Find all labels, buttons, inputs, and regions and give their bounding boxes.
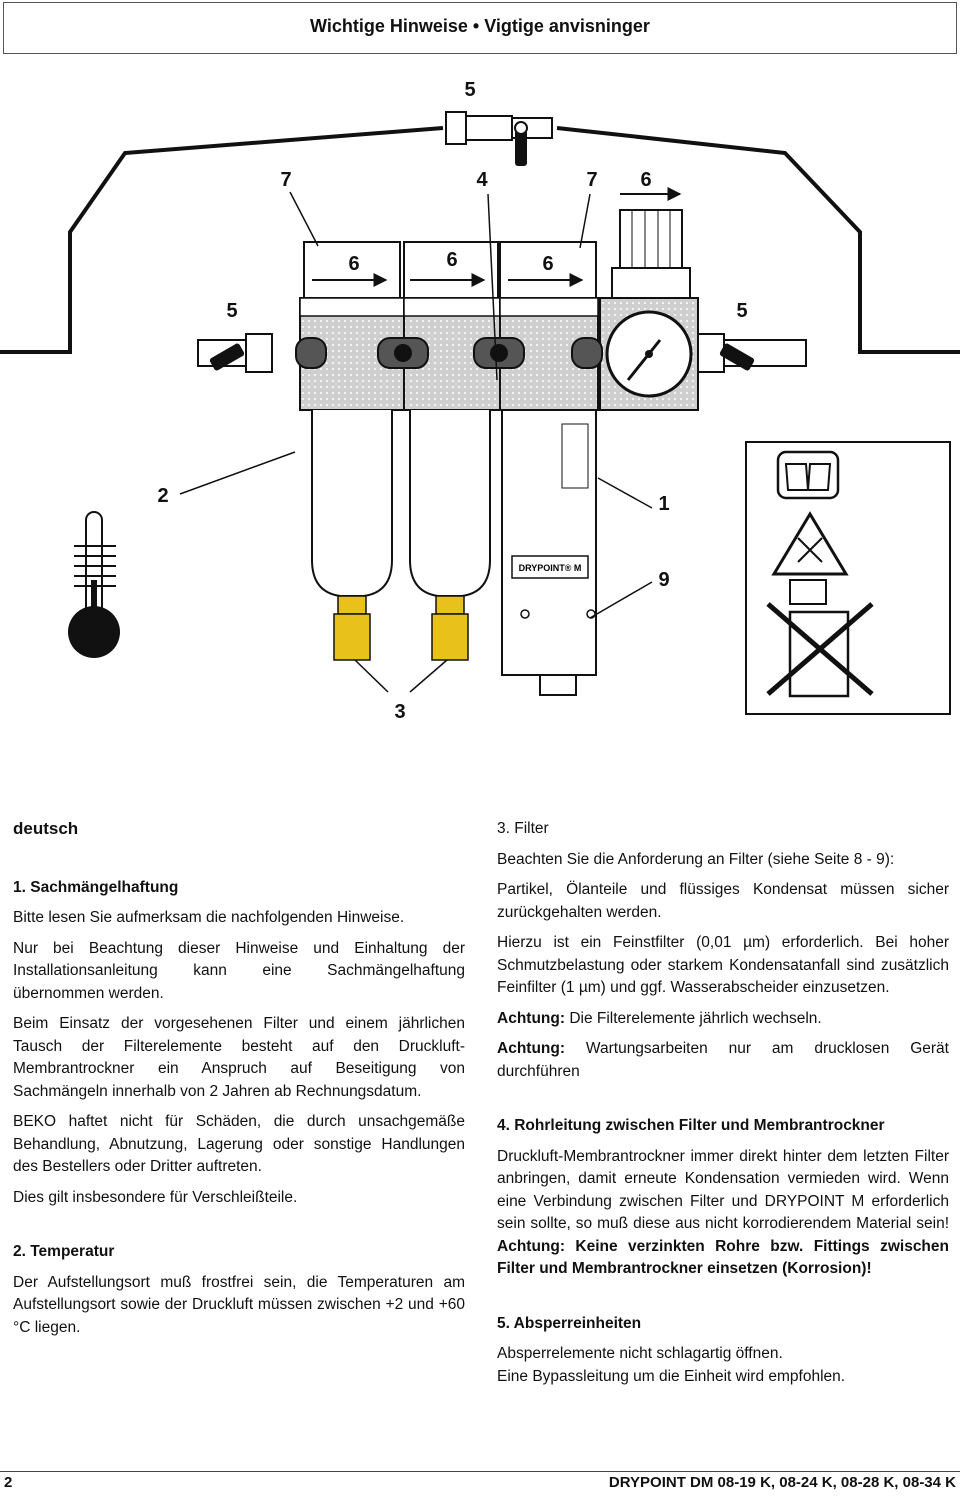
right-column bbox=[497, 818, 949, 1388]
callout-7-right: 7 bbox=[586, 169, 598, 191]
section-4-warning: Achtung: Keine verzinkten Rohre bzw. Fittings zwischen Filter und Membrantrockner einsetzen (Korrosion)! bbox=[497, 1237, 949, 1277]
callout-6-b: 6 bbox=[446, 249, 458, 271]
section-1-p4: BEKO haftet nicht für Schäden, die durch unsachgemäße Behandlung, Abnutzung, Lagerung oder sonstige Handlungen des Bestellers oder Dritter auftreten. bbox=[13, 1113, 465, 1175]
section-3-subheading: Beachten Sie die Anforderung an Filter (siehe Seite 8 - 9): bbox=[497, 850, 895, 868]
section-4-p1 bbox=[497, 1146, 949, 1281]
note-2-text: Wartungsarbeiten nur am drucklosen Gerät durchführen bbox=[497, 1040, 949, 1080]
footer-product-name: DRYPOINT DM 08-19 K, 08-24 K, 08-28 K, 08-34 K bbox=[608, 1474, 956, 1491]
callout-7-left: 7 bbox=[280, 169, 292, 191]
callout-6-top: 6 bbox=[640, 169, 652, 191]
installation-diagram bbox=[0, 60, 960, 800]
note-1-label: Achtung: bbox=[497, 1009, 566, 1027]
callout-1: 1 bbox=[658, 493, 670, 515]
filter-unit-2 bbox=[404, 242, 500, 660]
section-3-note-1 bbox=[497, 1008, 949, 1031]
note-2-label: Achtung: bbox=[497, 1040, 566, 1057]
section-1-heading: 1. Sachmängelhaftung bbox=[13, 878, 179, 896]
warning-panel bbox=[746, 442, 950, 714]
section-3-p2: Hierzu ist ein Feinstfilter (0,01 µm) erforderlich. Bei hoher Schmutzbelastung oder starkem Kondensatanfall sind zusätzlich Feinfilter (1 µm) und ggf. Wasserabscheider einzusetzen. bbox=[497, 934, 949, 996]
thermometer-icon bbox=[68, 512, 120, 658]
section-3-note-2 bbox=[497, 1038, 949, 1083]
section-3-heading: 3. Filter bbox=[497, 820, 549, 837]
dryer-unit bbox=[500, 242, 598, 695]
section-1-p5: Dies gilt insbesondere für Verschleißteile. bbox=[13, 1188, 298, 1206]
filter-unit-1 bbox=[300, 242, 404, 660]
callout-6-c: 6 bbox=[542, 253, 554, 275]
section-1-p3: Beim Einsatz der vorgesehenen Filter und einem jährlichen Tausch der Filterelemente besteht auf den Druckluft-Membrantrockner ein Anspruch auf Beseitigung von Sachmängeln innerhalb von 2 Jahren ab Rechnungsdatum. bbox=[13, 1015, 465, 1100]
section-4-heading: 4. Rohrleitung zwischen Filter und Membrantrockner bbox=[497, 1117, 885, 1134]
section-2-heading: 2. Temperatur bbox=[13, 1243, 115, 1260]
section-5-line-1: Absperrelemente nicht schlagartig öffnen. bbox=[497, 1345, 783, 1362]
section-1-p2: Nur bei Beachtung dieser Hinweise und Einhaltung der Installationsanleitung kann eine Sachmängelhaftung übernommen werden. bbox=[13, 939, 465, 1002]
callout-5-right: 5 bbox=[736, 300, 748, 322]
callout-5-left: 5 bbox=[226, 300, 238, 322]
manual-book-icon bbox=[778, 452, 838, 498]
brand-label: DRYPOINT® M bbox=[518, 563, 582, 573]
language-label: deutsch bbox=[13, 819, 79, 838]
footer-divider bbox=[0, 1471, 960, 1472]
section-1-p1: Bitte lesen Sie aufmerksam die nachfolgenden Hinweise. bbox=[13, 909, 405, 926]
section-4-text: Druckluft-Membrantrockner immer direkt hinter dem letzten Filter anbringen, damit erneute Kondensation vermieden wird. Wenn eine Verbindung zwischen Filter und DRYPOINT M erforderlich sein sollte, so muß diese aus nicht korrodierendem Material sein! bbox=[497, 1147, 949, 1232]
note-1-text: Die Filterelemente jährlich wechseln. bbox=[565, 1009, 822, 1027]
outlet-valve bbox=[698, 334, 806, 372]
section-2-p1: Der Aufstellungsort muß frostfrei sein, die Temperaturen am Aufstellungsort sowie der Druckluft müssen zwischen +2 und +60 °C liegen. bbox=[13, 1273, 465, 1336]
page-number: 2 bbox=[4, 1474, 13, 1491]
pressure-regulator bbox=[600, 210, 698, 410]
section-3-p1: Partikel, Ölanteile und flüssiges Kondensat müssen sicher zurückgehalten werden. bbox=[497, 881, 949, 921]
callout-5-top: 5 bbox=[464, 79, 476, 101]
inlet-valve bbox=[198, 334, 272, 372]
callout-9: 9 bbox=[658, 569, 670, 591]
left-column bbox=[13, 818, 465, 1347]
callout-3: 3 bbox=[394, 701, 406, 723]
callout-2: 2 bbox=[157, 485, 169, 507]
header-box bbox=[3, 2, 957, 54]
bypass-valve bbox=[446, 112, 552, 166]
callout-4: 4 bbox=[476, 169, 488, 191]
page-title: Wichtige Hinweise • Vigtige anvisninger bbox=[310, 16, 650, 36]
callout-6-a: 6 bbox=[348, 253, 360, 275]
section-5-heading: 5. Absperreinheiten bbox=[497, 1314, 642, 1332]
section-5-line-2: Eine Bypassleitung um die Einheit wird empfohlen. bbox=[497, 1367, 846, 1385]
